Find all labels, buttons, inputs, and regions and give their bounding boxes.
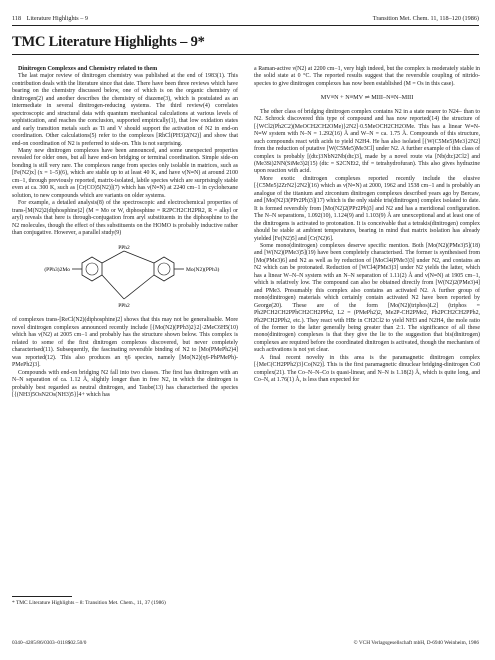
paragraph: Many new dinitrogen complexes have been announced, and some unexpected properties revealed for older ones, but all have end-on bridging or terminal coordination. Simple side-on bonding is still very rare. The complexes range from species only isolable in matrices, such as [Fe(N2)x] (x = 1–5)(6), which are stable up to at least 40 K, and have ν(N≡N) at around 2100 cm−1, through previously reported, matrix-isolated, labile species which are surprisingly stable even at ca. 300 K, such as [Cr(CO)5(N2)](7) which has ν(N≡N) at 2240 cm−1 in cyclohexane solution, to new compounds which are variants on older systems.: [12, 147, 238, 199]
paragraph: The last major review of dinitrogen chemistry was published at the end of 1983(1). This contribution deals with the literature since that date. There have been three reviews which have bearing on the chemistry discussed below, one of which is on the organic chemistry of dinitrogen(2) and another describes the chemistry of diazene(3), which is postulated as an intermediate in several dinitrogen-reducing systems. The third review(4) correlates spectroscopic and structural data with quantum mechanical calculations at various levels of sophistication, and reaches the conclusion, supported empirically(1), that low oxidation states and early transition metals such as Ti and V should support the activation of N2 in end-on coordination. Other calculations(5) refer to the complexes [RhCl(PH3)2(N2)] and show that end-on coordination of N2 is preferred to side-on. This is not surprising.: [12, 73, 238, 147]
structure-label-left: (PPh3)2Mo: [44, 267, 70, 274]
paragraph: A final recent novelty in this area is the paramagnetic dinitrogen complex [{MeC(CH2PPh2)3}Co(N2)]. This is the first paramagnetic dinuclear bridging-dinitrogen Co0 complex(21). The Co–N–N–Co is quasi-linear, and N–N is 1.18(2) Å, which is quite long, and Co–N, at 1.76(1) Å, is less than expected for: [254, 354, 480, 384]
phenyl-ring-left: [82, 257, 102, 281]
structure-label-top: PPh2: [118, 245, 130, 252]
structure-label-bottom: PPh2: [118, 303, 130, 310]
footnote-rule: [12, 596, 72, 597]
footnote: * TMC Literature Highlights – 8: Transition Met. Chem., 11, 37 (1986): [12, 600, 166, 606]
paragraph: The other class of bridging dinitrogen complex contains N2 in a state nearer to N24− than to N2. Schrock discovered this type of compound and has now reported(14) the structure of [{WCl2(Ph2C2)(MeOCH2CH2OMe)}2N2]·0.5MeOCH2CH2OMe. This has a linear W≡N-N≡W system with N–N = 1.292(16) Å and W–N = ca. 1.75 Å. Compounds of this structure, such compounds react with acids to yield N2H4. He has also isolated [{W(C5Me5)Me3}2N2] from the reduction of putative [W(C5Me5)Me3Cl] under N2. A further example of this class of complex is probably [(dtc)3NbN2Nb(dtc)3], made by a novel route via [Nb(dtc)2Cl2] and (Me3Si)2NN(SiMe3)2(15) (dtc = S2CNEt2, thf = tetrahydrofuran). This also gives hydrazine upon reaction with acid.: [254, 108, 480, 175]
bond: [124, 275, 154, 299]
left-column: [12, 66, 238, 399]
page-title: TMC Literature Highlights – 9*: [12, 34, 205, 50]
bond: [102, 275, 124, 299]
section-heading: Dinitrogen Complexes and Chemistry related to them: [18, 66, 158, 72]
section-name: Literature Highlights – 9: [26, 15, 88, 22]
phenyl-ring-right: [154, 257, 174, 281]
issn-code: 0340–4285/86/0303–0118$02.50/0: [12, 640, 87, 646]
right-column: [254, 66, 480, 385]
bond: [102, 251, 124, 263]
paragraph: For example, a detailed analysis(8) of the spectroscopic and electrochemical properties of trans-[M(N2)2(diphosphine)2] (M = Mo or W, diphosphine = R2PCH2CH2PR2, R = alkyl or aryl) reveals that here is through-conjugation from aryl substituents in the diphosphine to the N2 molecules, though the effect of thes substituents on the HOMO is probably inductive rather than conjugative. However, a parallel study(9): [12, 200, 238, 236]
structure-drawing: [12, 241, 238, 313]
running-head-left: [12, 15, 92, 22]
page-number: 118: [12, 15, 22, 22]
aromatic-circle: [86, 263, 98, 275]
bond: [124, 251, 154, 263]
paragraph: Some mono(dinitrogen) complexes deserve specific mention. Both [Mo(N2)(PMe3)5](18) and [W(N2)(PMe3)5](19) have been completely characterised. The former is synthesised from [Mo(PMe3)6] and N2 as well as by reduction of [MoCl4(PMe3)3] under N2, and contains an N2 which can be protonated. Reduction of [WCl4(PMe3)3] under N2 yields the latter, which has a linear W–N–N system with an N–N separation of 1.11(2) Å and ν(N≡N) at 1905 cm−1, which is relatively low. The compound can also be obtained directly from [W(N2)2(PMe3)4] and PMe3. Presumably this complex also contains an activated N2. A further group of mono(dinitrogen) materials which certainly contain activated N2 have been reported by George(20). These are of the form [Mo(N2)(triphos)L2] (triphos = Ph2PCH2CH2PPhCH2CH2PPh2, L2 = (PMePh2)2, Me2P-CH2PMe2, Ph2PCH2CH2PPh2, Ph2PCH2PPh2, etc.). They react with HBr in CH2Cl2 to yield NH3 and N2H4, the mole ratio of the former to the latter generally being greater than 2:1. The significance of all these mono(dinitrogen) complexes is that they give the lie to the suggestion that bis(dinitrogen) complexes are required before the coordinated dinitrogen is activated, though the mechanism of such activations is not yet clear.: [254, 242, 480, 354]
chemical-structure: [12, 241, 238, 313]
journal-citation: Transition Met. Chem. 11, 118–120 (1986): [372, 15, 479, 22]
reaction-equation: MV≡N + N≡MV ⇌ MIII–N≡N–MIII: [320, 94, 414, 102]
title-rule: [12, 54, 479, 55]
structure-label-right: Mo(N2)(PPh3): [186, 267, 220, 274]
header-rule: [12, 25, 479, 26]
paragraph: Compounds with end-on bridging N2 fall into two classes. The first has dinitrogen with an N–N separation of ca. 1.12 Å, slightly longer than in free N2, in which the dinitrogen is probably best regarded as neutral dinitrogen, and Taube(13) has characterised the species [{(NH3)5OsN2Os(NH3)5}]4+ which has: [12, 369, 238, 398]
paragraph: a Raman-active ν(N2) at 2200 cm−1, very high indeed, but the complex is moderately stable in the solid state at 0 °C. The reported results suggest that the reversible coupling of nitrido-species to give dinitrogen complexes has now been established (M = Os in this case).: [254, 66, 480, 87]
aromatic-circle: [158, 263, 170, 275]
paragraph: More exotic dinitrogen complexes reported recently include the elusive [{C5Me5)2ZrN2}2N2](16) which as ν(N≡N) at 2000, 1962 and 1538 cm−1 and is probably an analogue of the titanium and zirconium dinitrogen complexes described years ago by Bercaw, and [Mo(N2)3(PPr2Ph)3](17) which is the only stable tris(dinitrogen) complex isolated to date. It is formed reversibly from [Mo(N2)2(PPr2Ph)3] and N2 and has a meridional configuration. The N–N separations, 1.092(10), 1.124(9) and 1.103(9) Å are unexceptional and at least one of the dinitrogens is activated to protonation. It is conceivable that a tetrakis(dinitrogen) complex should be stable at ambient temperatures, bearing in mind that matrix isolation has already yielded [Fe(N2)5] and [Cr(N2)6].: [254, 175, 480, 242]
paragraph: of complexes trans-[ReCl(N2)(diphosphine)2] shows that this may not be generalisable. More novel dinitrogen complexes announced recently include [{Mo(N2)(PPh3)2}2]·2MeC6H5(10) which has ν(N2) at 2005 cm−1 and probably has the structure shown below. This complex is related to some of the first dinitrogen complexes discovered, but never completely characterised(11). Subsequently, the fascinating reversible binding of N2 to [Mo(PMePh2)4] was reported(12). This also produces an η6 species, namely [Mo(N2)(η6-PhPMePh)-PMePh2)3].: [12, 317, 238, 369]
publisher-notice: © VCH Verlagsgesellschaft mbH, D-6940 Weinheim, 1986: [353, 640, 479, 646]
